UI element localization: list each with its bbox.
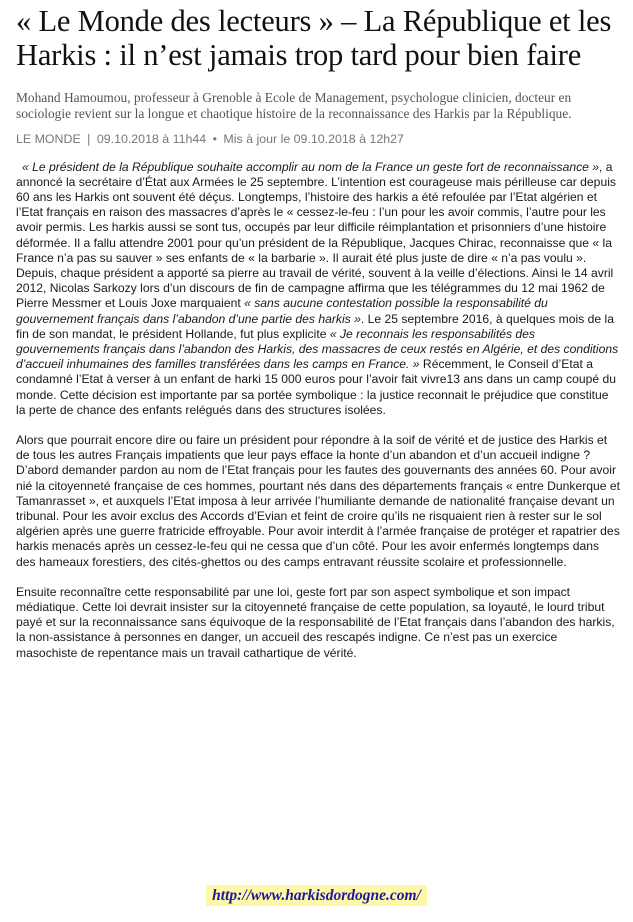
text-run-1-4: . Le 25 septembre 2016, à quelques mois de la fin de son mandat, le président Hollande, fut plus explicite — [16, 311, 614, 341]
footer — [0, 887, 633, 905]
body-paragraph-3 — [16, 585, 621, 661]
meta-separator: | — [87, 131, 91, 146]
quote-run-1-3: « sans aucune contestation possible la responsabilité du gouvernement français dans l’abandon d’une partie des harkis » — [16, 296, 548, 326]
text-run-2-1: Alors que pourrait encore dire ou faire un président pour répondre à la soif de vérité et de justice des Harkis et de tous les autres Français impatients que leur pays efface la honte d’un abandon et d’un accueil indigne ? D’abord demander pardon au nom de l’Etat français pour les fautes des gouvernants des années 60. Pour avoir nié la citoyenneté française de ces hommes, pourtant nés dans des départements français « entre Dunkerque et Tamanrasset », et auxquels l’Etat imposa à leur arrivée l’humiliante demande de nationalité française devant un tribunal. Pour les avoir exclus des Accords d’Evian et feint de croire qu’ils ne risquaient rien à rester sur le sol algérien après une guerre fratricide effroyable. Pour avoir interdit à l’armée française de protéger et rapatrier des harkis menacés après un cessez-le-feu qui ne cessa que d’un côté. Pour les avoir enfermés longtemps dans des hameaux forestiers, des cités-ghettos ou des camps entravant réussite scolaire et professionnelle. — [16, 433, 621, 569]
article-title: « Le Monde des lecteurs » – La République et les Harkis : il n’est jamais trop tard pour bien faire — [16, 4, 612, 72]
article-lead: Mohand Hamoumou, professeur à Grenoble à Ecole de Management, psychologue clinicien, docteur en sociologie revient sur la longue et chaotique histoire de la reconnaissance des Harkis par la République. — [16, 90, 572, 121]
body-paragraph-1 — [16, 160, 621, 418]
quote-run-1-1: « Le président de la République souhaite accomplir au nom de la France un geste fort de reconnaissance » — [22, 159, 600, 174]
quote-run-1-5: « Je reconnais les responsabilités des gouvernements français dans l’abandon des Harkis, des massacres de ceux restés en Algérie, et des conditions d’accueil inhumaines des familles transférées dans les camps en France. » — [16, 326, 619, 372]
text-run-3-1: Ensuite reconnaître cette responsabilité par une loi, geste fort par son aspect symbolique et son impact médiatique. Cette loi devrait insister sur la citoyenneté française de cette population, sa loyauté, le lourd tribut payé et sur la reconnaissance sans équivoque de la responsabilité de l’Etat français dans l’abandon des harkis, la non-assistance à personnes en danger, un accueil des rescapés indigne. Ce n’est pas un exercice masochiste de repentance mais un travail cathartique de vérité. — [16, 584, 615, 660]
meta-source: LE MONDE — [16, 131, 81, 146]
body-paragraph-2 — [16, 433, 621, 570]
meta-published: 09.10.2018 à 11h44 — [96, 131, 207, 146]
text-run-1-6: Récemment, le Conseil d’Etat a condamné l’Etat à verser à un enfant de harki 15 000 euros pour l’avoir fait vivre13 ans dans un camp coupé du monde. Cette décision est importante par sa portée symbolique : la justice reconnait le préjudice que constitue la perte de chance des enfants relégués dans des structures isolées. — [16, 357, 616, 417]
source-link[interactable]: http://www.harkisdordogne.com/ — [206, 885, 427, 906]
text-run-1-2: , a annoncé la secrétaire d’État aux Armées le 25 septembre. L’intention est courageuse mais périlleuse car depuis 60 ans les Harkis ont souvent été déçus. Longtemps, l’histoire des harkis a été refoulée par l’Etat algérien et l’Etat français en raison des massacres d’après le « cessez-le-feu : l’un pour les avoir commis, l’autre pour les avoir permis. Les harkis aussi se sont tus, occupés par leur difficile réimplantation et prisonniers d’une histoire déformée. Il a fallu attendre 2001 pour qu’un président de la République, Jacques Chirac, reconnaisse que « la France n’a pas su sauver » ses enfants de « la barbarie ». Il aurait été plus juste de dire « n’a pas voulu ». Depuis, chaque président a apporté sa pierre au travail de vérité, souvent à la veille d’élections. Ainsi le 14 avril 2012, Nicolas Sarkozy lors d’un discours de fin de campagne affirma que les télégrammes du 12 mai 1962 de Pierre Messmer et Louis Joxe marquaient — [16, 159, 616, 311]
meta-bullet: • — [212, 131, 217, 146]
article-body — [16, 160, 621, 661]
meta-updated: Mis à jour le 09.10.2018 à 12h27 — [223, 131, 404, 146]
article — [16, 4, 621, 676]
article-meta — [16, 132, 621, 147]
